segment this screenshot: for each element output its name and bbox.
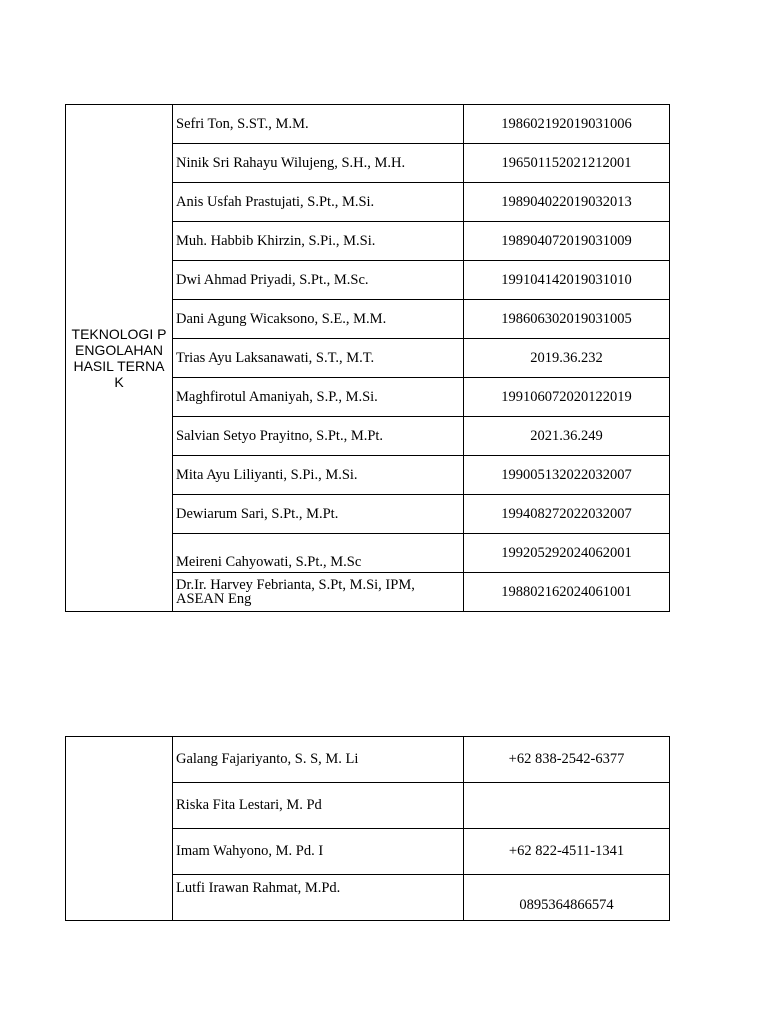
- study-program-cell: TEKNOLOGI PENGOLAHAN HASIL TERNAK: [66, 105, 173, 612]
- lecturer-table-tpht: [65, 104, 670, 612]
- lecturer-name: Muh. Habbib Khirzin, S.Pi., M.Si.: [173, 222, 464, 261]
- lecturer-name: Dewiarum Sari, S.Pt., M.Pt.: [173, 495, 464, 534]
- lecturer-name: Galang Fajariyanto, S. S, M. Li: [173, 737, 464, 783]
- lecturer-name: Mita Ayu Liliyanti, S.Pi., M.Si.: [173, 456, 464, 495]
- lecturer-id: 198802162024061001: [464, 573, 670, 612]
- lecturer-phone: [464, 783, 670, 829]
- lecturer-id: 198602192019031006: [464, 105, 670, 144]
- lecturer-id: 199005132022032007: [464, 456, 670, 495]
- lecturer-name: Imam Wahyono, M. Pd. I: [173, 829, 464, 875]
- lecturer-name: Lutfi Irawan Rahmat, M.Pd.: [173, 875, 464, 921]
- lecturer-phone: +62 822-4511-1341: [464, 829, 670, 875]
- lecturer-name: Dwi Ahmad Priyadi, S.Pt., M.Sc.: [173, 261, 464, 300]
- lecturer-id: 2021.36.249: [464, 417, 670, 456]
- lecturer-name: Maghfirotul Amaniyah, S.P., M.Si.: [173, 378, 464, 417]
- table-row: [66, 105, 670, 144]
- lecturer-name: Ninik Sri Rahayu Wilujeng, S.H., M.H.: [173, 144, 464, 183]
- lecturer-id: 199408272022032007: [464, 495, 670, 534]
- lecturer-name: Salvian Setyo Prayitno, S.Pt., M.Pt.: [173, 417, 464, 456]
- lecturer-id: 2019.36.232: [464, 339, 670, 378]
- lecturer-table-2: [65, 736, 670, 921]
- lecturer-id: 198904072019031009: [464, 222, 670, 261]
- lecturer-phone: +62 838-2542-6377: [464, 737, 670, 783]
- table-row: [66, 737, 670, 783]
- lecturer-name: Meireni Cahyowati, S.Pt., M.Sc: [173, 534, 464, 573]
- lecturer-id: 199205292024062001: [464, 534, 670, 573]
- lecturer-name: Anis Usfah Prastujati, S.Pt., M.Si.: [173, 183, 464, 222]
- lecturer-id: 199104142019031010: [464, 261, 670, 300]
- lecturer-name: Riska Fita Lestari, M. Pd: [173, 783, 464, 829]
- lecturer-name: Dani Agung Wicaksono, S.E., M.M.: [173, 300, 464, 339]
- lecturer-phone: 0895364866574: [464, 875, 670, 921]
- lecturer-id: 196501152021212001: [464, 144, 670, 183]
- lecturer-id: 198606302019031005: [464, 300, 670, 339]
- study-program-cell: [66, 737, 173, 921]
- lecturer-name: Trias Ayu Laksanawati, S.T., M.T.: [173, 339, 464, 378]
- lecturer-id: 199106072020122019: [464, 378, 670, 417]
- lecturer-id: 198904022019032013: [464, 183, 670, 222]
- lecturer-name: Dr.Ir. Harvey Febrianta, S.Pt, M.Si, IPM, ASEAN Eng: [173, 573, 464, 612]
- lecturer-name: Sefri Ton, S.ST., M.M.: [173, 105, 464, 144]
